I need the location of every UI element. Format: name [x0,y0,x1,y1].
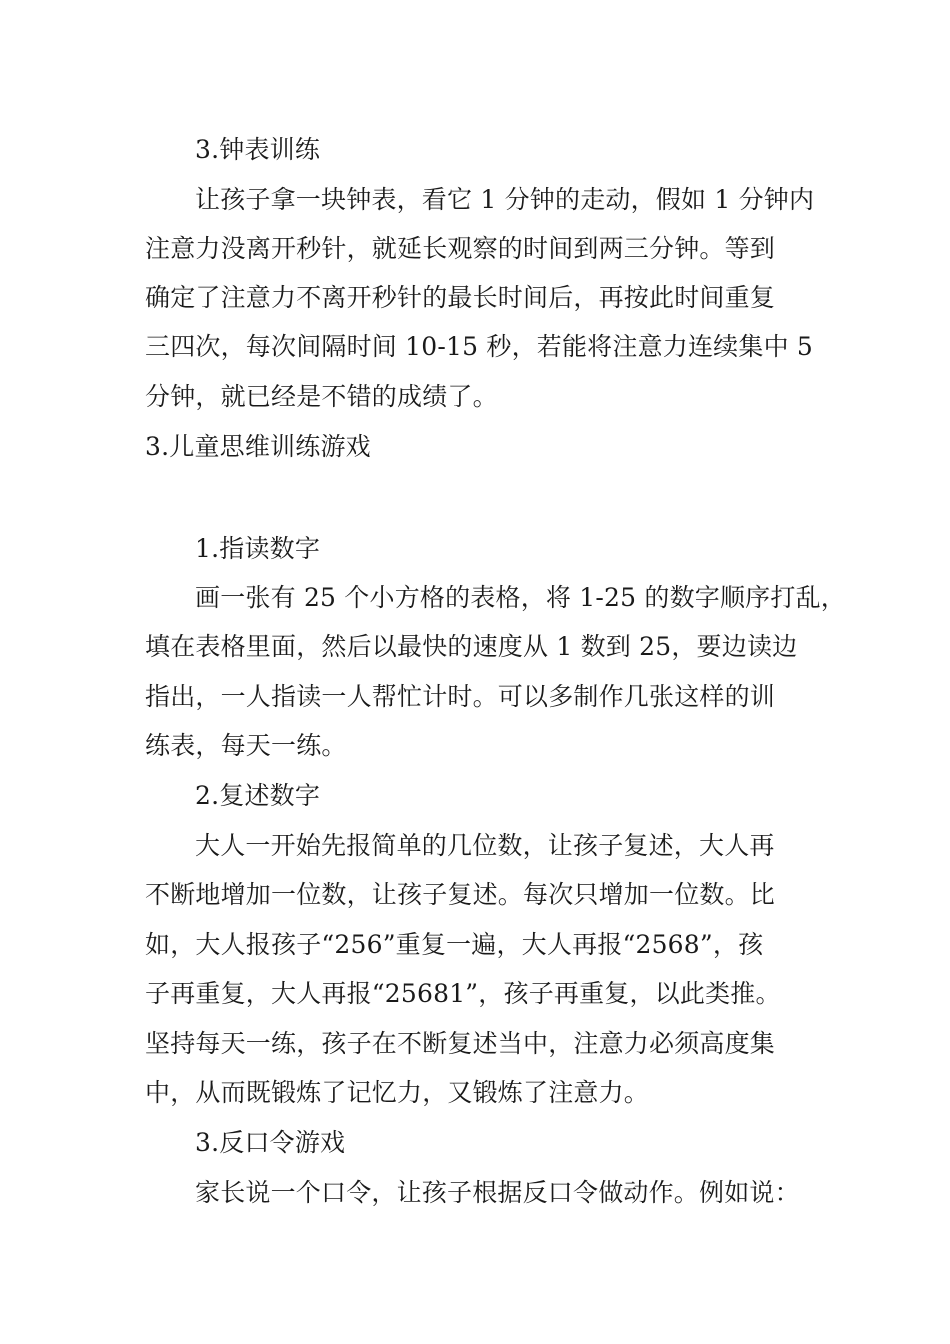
paragraph-line: 画一张有 25 个小方格的表格，将 1-25 的数字顺序打乱， [195,583,846,612]
paragraph-line: 填在表格里面，然后以最快的速度从 1 数到 25，要边读边 [145,632,798,661]
section-heading-clock-training: 3.钟表训练 [195,135,321,164]
paragraph-line: 中，从而既锻炼了记忆力，又锻炼了注意力。 [145,1078,650,1107]
paragraph-line: 不断地增加一位数，让孩子复述。每次只增加一位数。比 [145,880,776,909]
paragraph-line: 家长说一个口令，让孩子根据反口令做动作。例如说： [195,1178,800,1207]
paragraph-line: 确定了注意力不离开秒针的最长时间后，再按此时间重复 [145,283,776,312]
item-heading-point-read: 1.指读数字 [195,534,321,563]
paragraph-line: 坚持每天一练，孩子在不断复述当中，注意力必须高度集 [145,1029,776,1058]
paragraph-line: 大人一开始先报简单的几位数，让孩子复述，大人再 [195,831,775,860]
paragraph-line: 注意力没离开秒针，就延长观察的时间到两三分钟。等到 [145,234,776,263]
section-heading-thinking-games: 3.儿童思维训练游戏 [145,432,371,461]
paragraph-line: 如，大人报孩子“256”重复一遍，大人再报“2568”，孩 [145,930,764,959]
paragraph-line: 分钟，就已经是不错的成绩了。 [145,382,498,411]
paragraph-line: 子再重复，大人再报“25681”，孩子再重复，以此类推。 [145,979,781,1008]
paragraph-line: 让孩子拿一块钟表，看它 1 分钟的走动，假如 1 分钟内 [195,185,815,214]
paragraph-line: 三四次，每次间隔时间 10-15 秒，若能将注意力连续集中 5 [145,332,814,361]
item-heading-reverse-command: 3.反口令游戏 [195,1128,346,1157]
paragraph-line: 练表，每天一练。 [145,731,347,760]
paragraph-line: 指出，一人指读一人帮忙计时。可以多制作几张这样的训 [145,682,776,711]
item-heading-repeat-numbers: 2.复述数字 [195,781,321,810]
